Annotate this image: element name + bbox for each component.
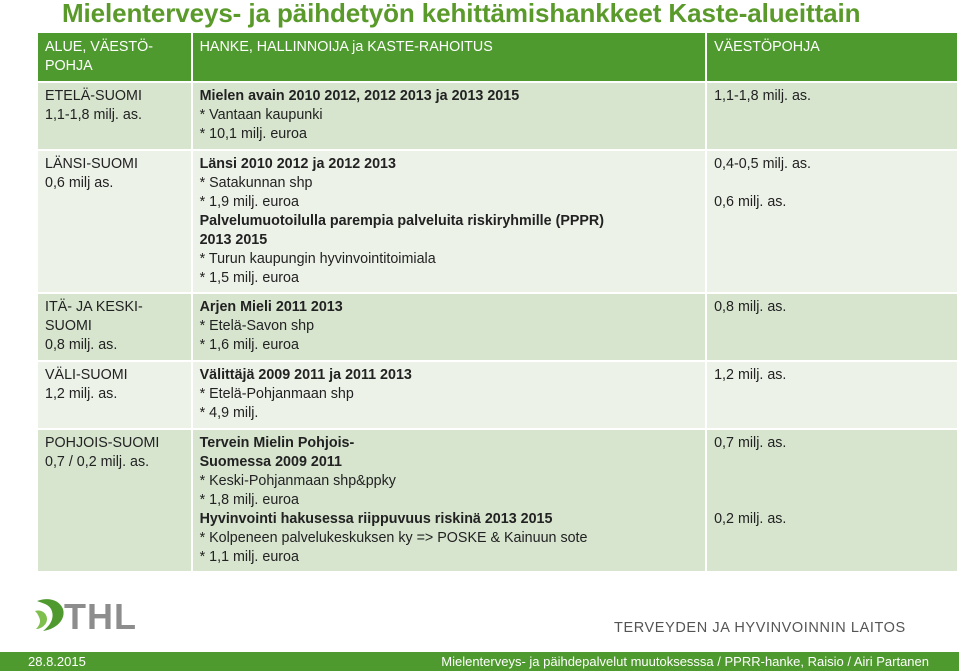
footer-text: Mielenterveys- ja päihdepalvelut muutoksesssa / PPRR-hanke, Raisio / Airi Partanen xyxy=(441,654,929,669)
region-population: 0,7 / 0,2 milj. as. xyxy=(45,454,150,470)
institute-name: TERVEYDEN JA HYVINVOINNIN LAITOS xyxy=(614,620,906,636)
project-funding: * 1,5 milj. euroa xyxy=(199,270,299,286)
project-funding: * 10,1 milj. euroa xyxy=(199,126,307,142)
region-cell xyxy=(38,294,191,360)
spacer xyxy=(714,491,950,510)
population-cell xyxy=(707,294,957,360)
project-name: Mielen avain 2010 2012, 2012 2013 ja 2013 2015 xyxy=(199,88,520,104)
population-value: 0,7 milj. as. xyxy=(714,435,787,451)
header-project xyxy=(193,33,705,81)
spacer xyxy=(714,472,950,491)
population-value: 1,2 milj. as. xyxy=(714,367,787,383)
region-name: VÄLI-SUOMI xyxy=(45,367,128,383)
project-name: Suomessa 2009 2011 xyxy=(199,454,342,470)
spacer xyxy=(714,453,950,472)
project-cell xyxy=(193,83,705,149)
project-cell xyxy=(193,430,705,571)
project-cell xyxy=(193,362,705,428)
region-population: 0,8 milj. as. xyxy=(45,337,118,353)
table-row xyxy=(38,362,957,428)
population-value: 0,8 milj. as. xyxy=(714,299,787,315)
project-administrator: * Keski-Pohjanmaan shp&ppky xyxy=(199,473,396,489)
population-cell xyxy=(707,151,957,292)
table-row xyxy=(38,294,957,360)
table-row xyxy=(38,151,957,292)
project-funding: * 1,8 milj. euroa xyxy=(199,492,299,508)
spacer xyxy=(714,174,950,193)
region-name: ITÄ- JA KESKI- xyxy=(45,299,143,315)
project-name: Länsi 2010 2012 ja 2012 2013 xyxy=(199,156,396,172)
project-name: Arjen Mieli 2011 2013 xyxy=(199,299,343,315)
region-name: ETELÄ-SUOMI xyxy=(45,88,142,104)
header-region xyxy=(38,33,191,81)
project-funding: * 4,9 milj. xyxy=(199,405,259,421)
project-name: Hyvinvointi hakusessa riippuvuus riskinä 2013 2015 xyxy=(199,511,553,527)
project-administrator: * Turun kaupungin hyvinvointitoimiala xyxy=(199,251,436,267)
project-cell xyxy=(193,294,705,360)
region-cell xyxy=(38,362,191,428)
project-administrator: * Etelä-Savon shp xyxy=(199,318,315,334)
project-name: Palvelumuotoilulla parempia palveluita riskiryhmille (PPPR) xyxy=(199,213,605,229)
population-value: 1,1-1,8 milj. as. xyxy=(714,88,812,104)
region-cell xyxy=(38,151,191,292)
page-title: Mielenterveys- ja päihdetyön kehittämishankkeet Kaste-alueittain xyxy=(62,0,861,28)
table-header-row xyxy=(38,33,957,81)
population-cell xyxy=(707,362,957,428)
project-administrator: * Etelä-Pohjanmaan shp xyxy=(199,386,354,402)
region-name: SUOMI xyxy=(45,318,92,334)
population-cell xyxy=(707,430,957,571)
population-value: 0,4-0,5 milj. as. xyxy=(714,156,812,172)
region-cell xyxy=(38,83,191,149)
project-funding: * 1,1 milj. euroa xyxy=(199,549,299,565)
header-project-label: HANKE, HALLINNOIJA ja KASTE-RAHOITUS xyxy=(199,39,493,55)
population-value: 0,6 milj. as. xyxy=(714,194,787,210)
project-administrator: * Satakunnan shp xyxy=(199,175,313,191)
thl-logo-text: THL xyxy=(64,596,137,637)
project-administrator: * Kolpeneen palvelukeskuksen ky => POSKE & Kainuun sote xyxy=(199,530,588,546)
population-value: 0,2 milj. as. xyxy=(714,511,787,527)
region-population: 1,1-1,8 milj. as. xyxy=(45,107,142,123)
project-funding: * 1,6 milj. euroa xyxy=(199,337,299,353)
region-name: POHJOIS-SUOMI xyxy=(45,435,160,451)
header-region-line: POHJA xyxy=(45,58,93,74)
project-period: 2013 2015 xyxy=(199,232,268,248)
project-funding: * 1,9 milj. euroa xyxy=(199,194,299,210)
project-name: Välittäjä 2009 2011 ja 2011 2013 xyxy=(199,367,412,383)
region-cell xyxy=(38,430,191,571)
population-cell xyxy=(707,83,957,149)
table-row xyxy=(38,430,957,571)
region-name: LÄNSI-SUOMI xyxy=(45,156,138,172)
region-population: 0,6 milj as. xyxy=(45,175,114,191)
project-name: Tervein Mielin Pohjois- xyxy=(199,435,355,451)
footer-date: 28.8.2015 xyxy=(28,654,86,669)
projects-table xyxy=(36,31,959,573)
header-population-label: VÄESTÖPOHJA xyxy=(714,39,820,55)
table-row xyxy=(38,83,957,149)
header-region-line: ALUE, VÄESTÖ- xyxy=(45,39,154,55)
footer-bar xyxy=(0,652,959,671)
project-cell xyxy=(193,151,705,292)
region-population: 1,2 milj. as. xyxy=(45,386,118,402)
header-population xyxy=(707,33,957,81)
project-administrator: * Vantaan kaupunki xyxy=(199,107,323,123)
